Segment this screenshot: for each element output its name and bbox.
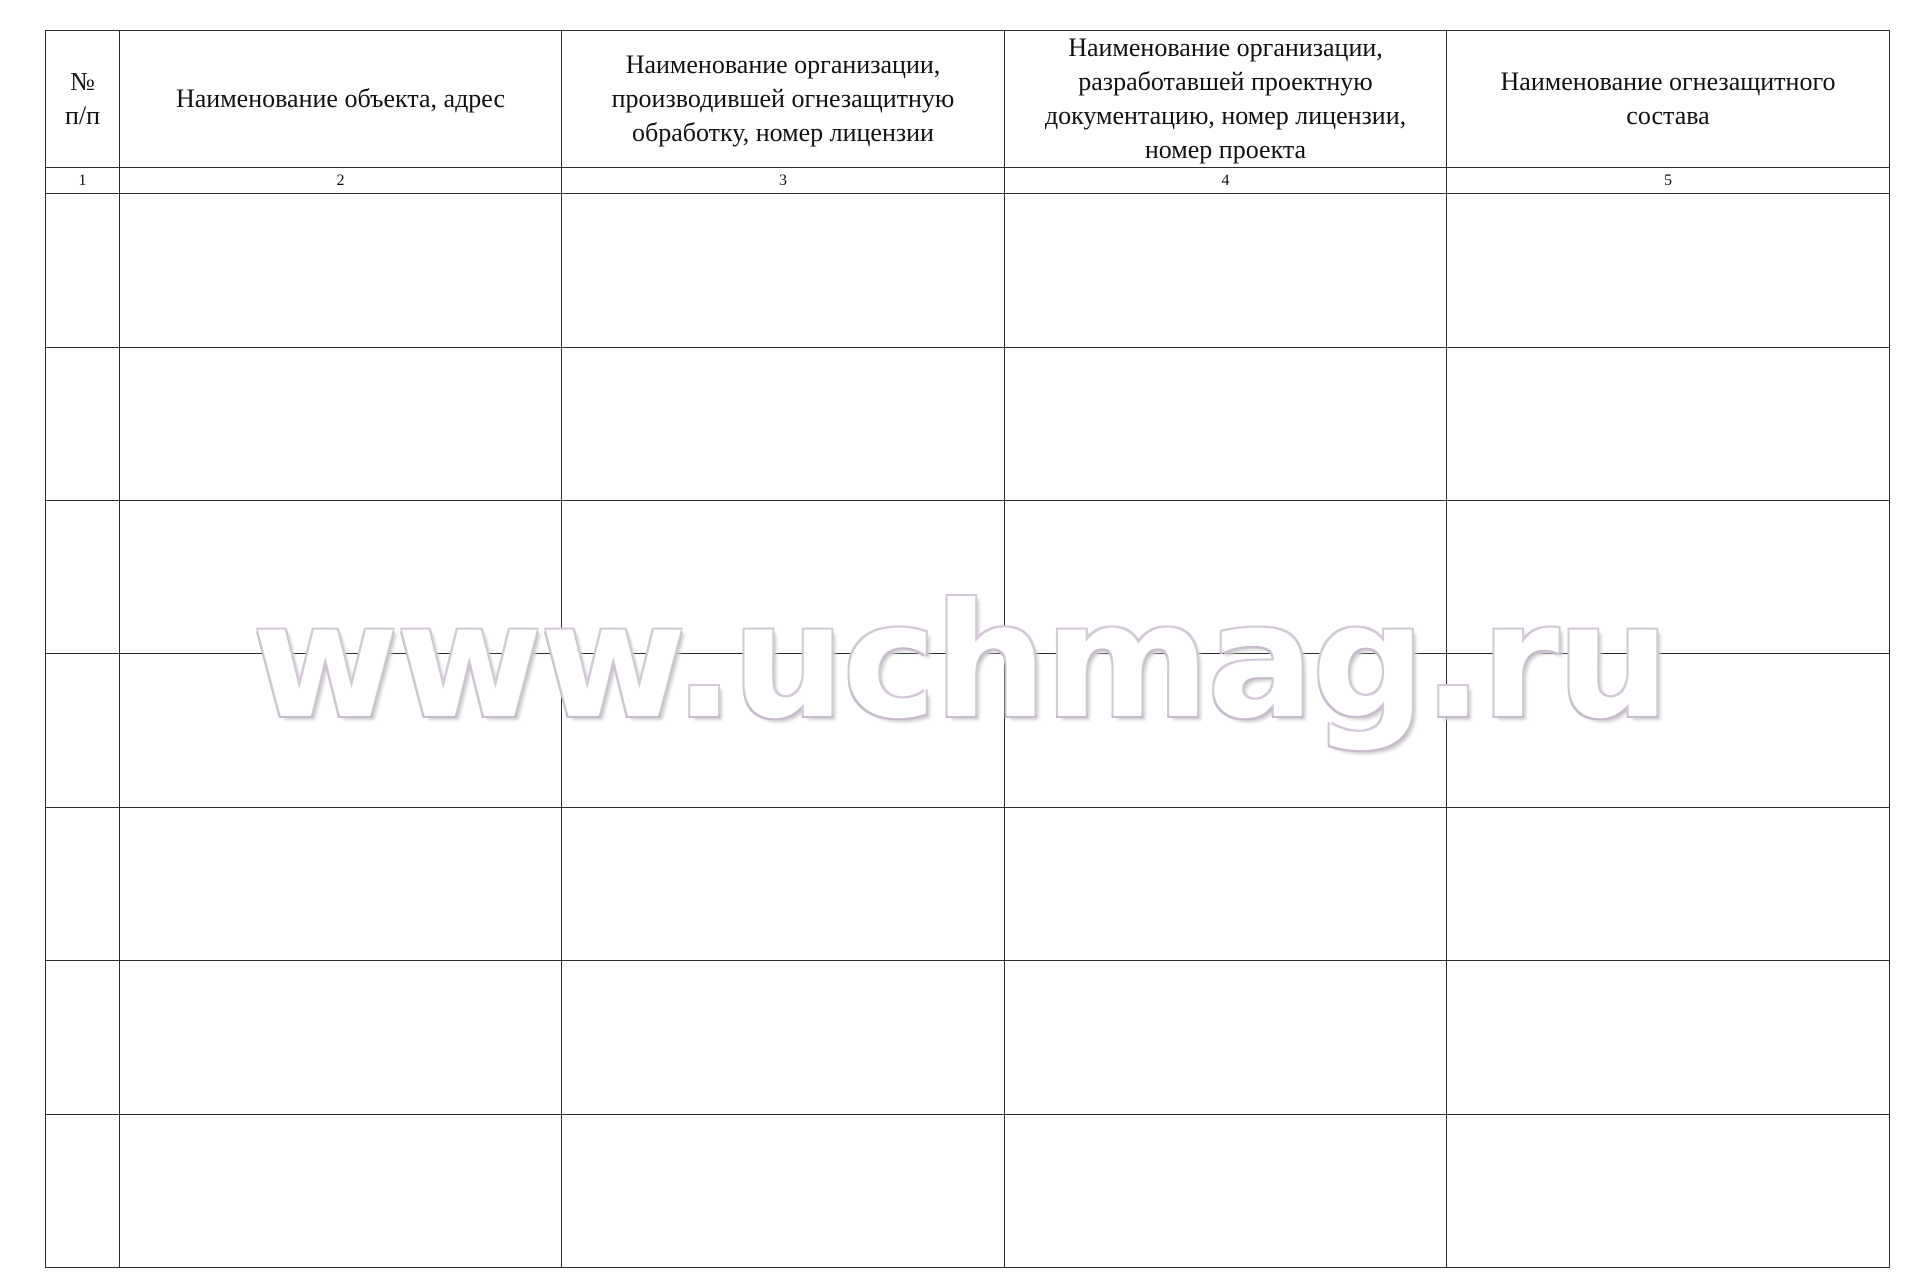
table-cell xyxy=(1447,961,1890,1114)
table-cell xyxy=(562,194,1005,347)
table-cell xyxy=(562,1114,1005,1267)
column-number-row xyxy=(46,168,1890,194)
column-number-5: 5 xyxy=(1447,168,1890,194)
table-cell xyxy=(562,654,1005,807)
header-row xyxy=(46,31,1890,168)
table-cell xyxy=(46,961,120,1114)
column-number-1: 1 xyxy=(46,168,120,194)
header-fireproof-composition: Наименование огнезащитного состава xyxy=(1447,31,1890,168)
fire-protection-register-table xyxy=(45,30,1890,1268)
header-design-organization: Наименование организации, разработавшей проектную документацию, номер лицензии, номер проекта xyxy=(1005,31,1447,168)
header-treatment-organization: Наименование организации, производившей огнезащитную обработку, номер лицензии xyxy=(562,31,1005,168)
table-row xyxy=(46,654,1890,807)
table-row xyxy=(46,807,1890,960)
table-cell xyxy=(1005,501,1447,654)
table-cell xyxy=(1005,347,1447,500)
table-cell xyxy=(46,501,120,654)
table-row xyxy=(46,1114,1890,1267)
table-cell xyxy=(46,654,120,807)
table-cell xyxy=(120,194,562,347)
table-cell xyxy=(1447,194,1890,347)
table-row xyxy=(46,961,1890,1114)
table-cell xyxy=(1005,654,1447,807)
table-cell xyxy=(46,1114,120,1267)
header-object-address: Наименование объекта, адрес xyxy=(120,31,562,168)
table-row xyxy=(46,501,1890,654)
table-cell xyxy=(1447,1114,1890,1267)
table-cell xyxy=(1447,347,1890,500)
column-number-4: 4 xyxy=(1005,168,1447,194)
table-cell xyxy=(120,807,562,960)
table-row xyxy=(46,194,1890,347)
table-cell xyxy=(562,961,1005,1114)
table-cell xyxy=(1447,501,1890,654)
table-cell xyxy=(1005,194,1447,347)
table-cell xyxy=(562,347,1005,500)
table-cell xyxy=(562,807,1005,960)
table-cell xyxy=(1005,1114,1447,1267)
table-cell xyxy=(120,347,562,500)
column-number-2: 2 xyxy=(120,168,562,194)
table-cell xyxy=(1005,807,1447,960)
table-cell xyxy=(120,654,562,807)
table-cell xyxy=(1447,807,1890,960)
table-cell xyxy=(46,194,120,347)
column-number-3: 3 xyxy=(562,168,1005,194)
table-cell xyxy=(1005,961,1447,1114)
table-cell xyxy=(46,347,120,500)
table-cell xyxy=(562,501,1005,654)
register-sheet xyxy=(45,30,1889,1268)
header-number: № п/п xyxy=(46,31,120,168)
table-row xyxy=(46,347,1890,500)
table-cell xyxy=(120,961,562,1114)
table-cell xyxy=(46,807,120,960)
table-cell xyxy=(1447,654,1890,807)
watermark: www.uchmag.ru xyxy=(252,570,1668,754)
table-cell xyxy=(120,1114,562,1267)
table-cell xyxy=(120,501,562,654)
